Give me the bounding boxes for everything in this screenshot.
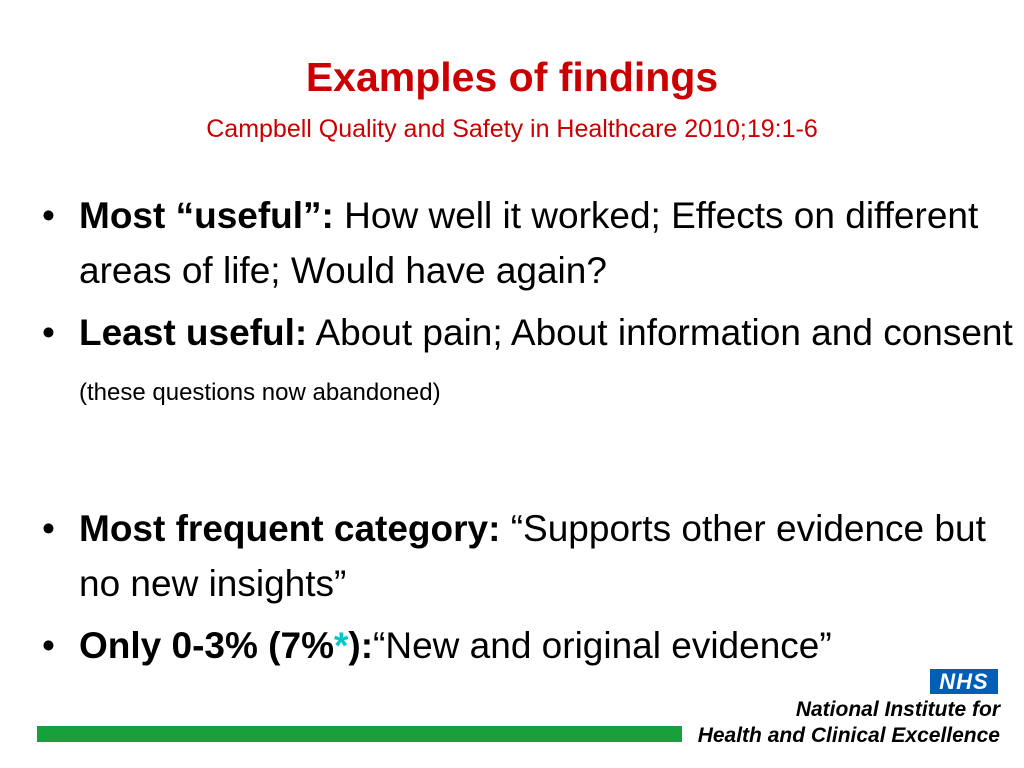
nice-logo: [686, 667, 1020, 759]
green-footer-rule: [37, 726, 682, 742]
slide-subtitle: Campbell Quality and Safety in Healthcare 2010;19:1-6: [206, 115, 818, 143]
logo-line-1: National Institute for: [795, 698, 1000, 721]
bullet-text: How well it worked; Effects on different areas of life; Would have again?: [79, 195, 979, 291]
bullet-heading-prefix: Only 0-3% (7%: [79, 625, 334, 666]
slide-title: Examples of findings: [305, 54, 719, 100]
bullet-item-only-percent: [40, 618, 1020, 673]
bullet-heading-suffix: ):: [348, 625, 374, 666]
bullet-text: “Supports other evidence but no new insights”: [79, 508, 986, 604]
bullet-marker: •: [42, 312, 55, 353]
bullet-text: About pain; About information and consent: [307, 312, 1013, 353]
bullet-heading: Most “useful”:: [79, 195, 334, 236]
bullet-heading: Least useful:: [79, 312, 308, 353]
bullet-marker: •: [42, 508, 55, 549]
bullet-heading: Most frequent category:: [79, 508, 501, 549]
bullet-item-most-frequent: [40, 501, 1020, 611]
logo-line-2: Health and Clinical Excellence: [697, 724, 1000, 747]
nhs-badge: NHS: [930, 669, 998, 694]
asterisk-mark: *: [333, 625, 349, 666]
bullet-note: (these questions now abandoned): [79, 379, 441, 406]
bullet-marker: •: [42, 625, 55, 666]
bullet-item-most-useful: [40, 188, 1020, 298]
bullet-list: [40, 188, 1020, 680]
bullet-text: “New and original evidence”: [373, 625, 832, 666]
bullet-item-least-useful: [40, 305, 1020, 420]
bullet-marker: •: [42, 195, 55, 236]
